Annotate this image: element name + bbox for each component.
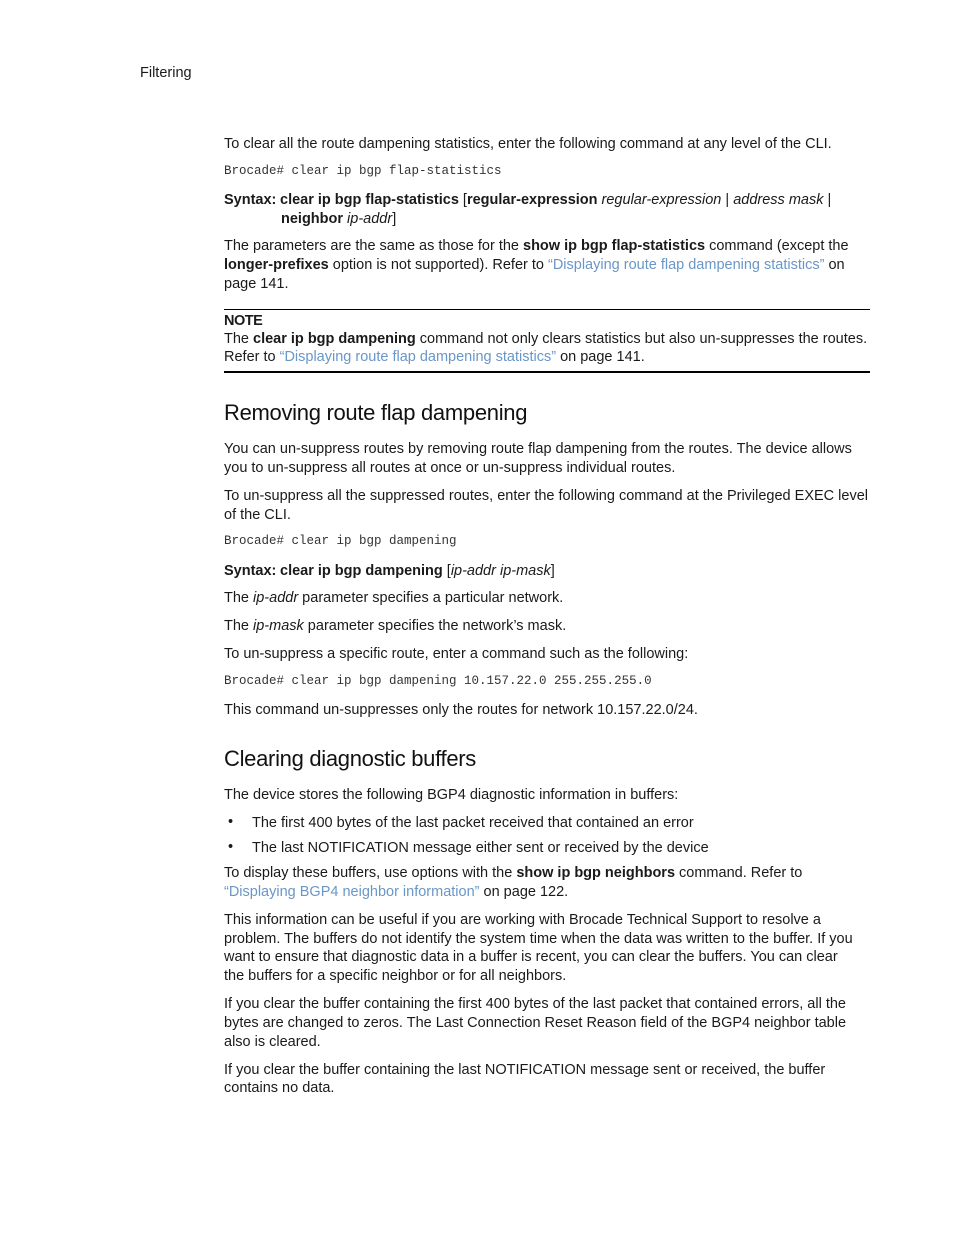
code-example-flap-statistics: Brocade# clear ip bgp flap-statistics — [224, 164, 502, 178]
text-run: parameter specifies a particular network. — [298, 590, 564, 606]
text-run: The — [224, 590, 254, 606]
syntax-argument: regular-expression — [597, 192, 722, 208]
text-run: on page 141. — [556, 349, 645, 365]
section1-paragraph2: To un-suppress all the suppressed routes, enter the following command at the Privileged EXEC level — [224, 488, 868, 504]
list-item: The first 400 bytes of the last packet received that contained an error — [252, 815, 694, 831]
note-text-line2 — [224, 348, 872, 367]
section2-paragraph4-line3: also is cleared. — [224, 1034, 321, 1050]
syntax-bracket-open: [ — [442, 563, 451, 579]
section1-paragraph5: To un-suppress a specific route, enter a command such as the following: — [224, 646, 689, 662]
cross-reference-link[interactable]: “Displaying route flap dampening statistics” — [548, 257, 825, 273]
syntax-flap-statistics — [224, 191, 872, 210]
parameter-name: ip-addr — [253, 590, 299, 606]
syntax-label: Syntax: — [224, 563, 277, 579]
syntax-bracket-close: ] — [550, 563, 555, 579]
section1-paragraph1: You can un-suppress routes by removing route flap dampening from the routes. The device allows — [224, 441, 852, 457]
ip-mask-description — [224, 617, 872, 636]
section1-paragraph2-line2: of the CLI. — [224, 507, 291, 523]
running-header: Filtering — [140, 65, 192, 81]
section2-paragraph2-line2 — [224, 883, 872, 902]
section1-paragraph6: This command un-suppresses only the routes for network 10.157.22.0/24. — [224, 702, 698, 718]
section2-paragraph4: If you clear the buffer containing the first 400 bytes of the last packet that contained errors, all the — [224, 996, 846, 1012]
text-run: on page 122. — [479, 884, 569, 900]
list-item: The last NOTIFICATION message either sent or received by the device — [252, 840, 709, 856]
syntax-separator: | — [823, 192, 832, 208]
text-run: The — [224, 618, 254, 634]
syntax-argument: address mask — [733, 192, 824, 208]
command-name: clear ip bgp dampening — [253, 331, 416, 347]
cross-reference-link[interactable]: “Displaying route flap dampening statistics” — [279, 349, 557, 365]
note-text — [224, 330, 872, 349]
text-run: To display these buffers, use options with the — [224, 865, 517, 881]
cross-reference-link[interactable]: “Displaying BGP4 neighbor information” — [224, 884, 480, 900]
command-name: show ip bgp neighbors — [516, 865, 676, 881]
section2-paragraph2 — [224, 864, 872, 883]
note-top-rule — [224, 309, 870, 310]
text-run: The — [224, 331, 254, 347]
section1-paragraph1-line2: you to un-suppress all routes at once or un-suppress individual routes. — [224, 460, 676, 476]
text-run: on — [824, 257, 845, 273]
syntax-flap-statistics-continued — [281, 210, 871, 229]
command-name: show ip bgp flap-statistics — [523, 238, 706, 254]
syntax-argument: ip-addr ip-mask — [450, 563, 551, 579]
syntax-argument: ip-addr — [343, 211, 393, 227]
syntax-separator: | — [721, 192, 734, 208]
intro-paragraph: To clear all the route dampening statistics, enter the following command at any level of the CLI. — [224, 136, 832, 152]
parameters-paragraph-line2 — [224, 256, 872, 275]
section2-paragraph5: If you clear the buffer containing the last NOTIFICATION message sent or received, the buffer — [224, 1062, 826, 1078]
note-bottom-rule — [224, 371, 870, 373]
parameters-paragraph — [224, 237, 872, 256]
text-run: command not only clears statistics but also un-suppresses the routes. — [415, 331, 868, 347]
parameter-name: ip-mask — [253, 618, 304, 634]
section2-paragraph4-line2: bytes are changed to zeros. The Last Connection Reset Reason field of the BGP4 neighbor table — [224, 1015, 847, 1031]
text-run: command. Refer to — [675, 865, 803, 881]
syntax-bracket-open: [ — [458, 192, 467, 208]
parameters-paragraph-line3: page 141. — [224, 276, 289, 292]
section2-paragraph3-line3: want to ensure that diagnostic data in a buffer is recent, you can clear the buffers. You can clear — [224, 949, 838, 965]
section2-paragraph3-line4: the buffers for a specific neighbor or for all neighbors. — [224, 968, 567, 984]
text-run: command (except the — [705, 238, 849, 254]
section-heading-removing-route-flap-dampening: Removing route flap dampening — [224, 400, 528, 425]
syntax-bracket-close: ] — [392, 211, 397, 227]
section-heading-clearing-diagnostic-buffers: Clearing diagnostic buffers — [224, 746, 476, 771]
syntax-clear-dampening — [224, 562, 872, 581]
text-run: Refer to — [224, 349, 280, 365]
syntax-keyword: regular-expression — [466, 192, 598, 208]
ip-addr-description — [224, 589, 872, 608]
bullet-marker: • — [228, 814, 234, 830]
syntax-command: clear ip bgp dampening — [280, 563, 443, 579]
syntax-keyword: neighbor — [281, 211, 344, 227]
section2-paragraph5-line2: contains no data. — [224, 1080, 335, 1096]
syntax-command: clear ip bgp flap-statistics — [280, 192, 459, 208]
section2-paragraph3-line2: problem. The buffers do not identify the system time when the data was written to the buffer. If you — [224, 931, 853, 947]
text-run: The parameters are the same as those for the — [224, 238, 524, 254]
text-run: option is not supported). Refer to — [328, 257, 548, 273]
code-example-clear-dampening: Brocade# clear ip bgp dampening — [224, 534, 457, 548]
section2-paragraph3: This information can be useful if you are working with Brocade Technical Support to resolve a — [224, 912, 821, 928]
text-run: parameter specifies the network’s mask. — [303, 618, 567, 634]
option-name: longer-prefixes — [224, 257, 329, 273]
bullet-marker: • — [228, 839, 234, 855]
syntax-label: Syntax: — [224, 192, 277, 208]
section2-paragraph1: The device stores the following BGP4 diagnostic information in buffers: — [224, 787, 679, 803]
note-label: NOTE — [224, 313, 263, 329]
code-example-clear-dampening-route: Brocade# clear ip bgp dampening 10.157.22.0 255.255.255.0 — [224, 674, 652, 688]
